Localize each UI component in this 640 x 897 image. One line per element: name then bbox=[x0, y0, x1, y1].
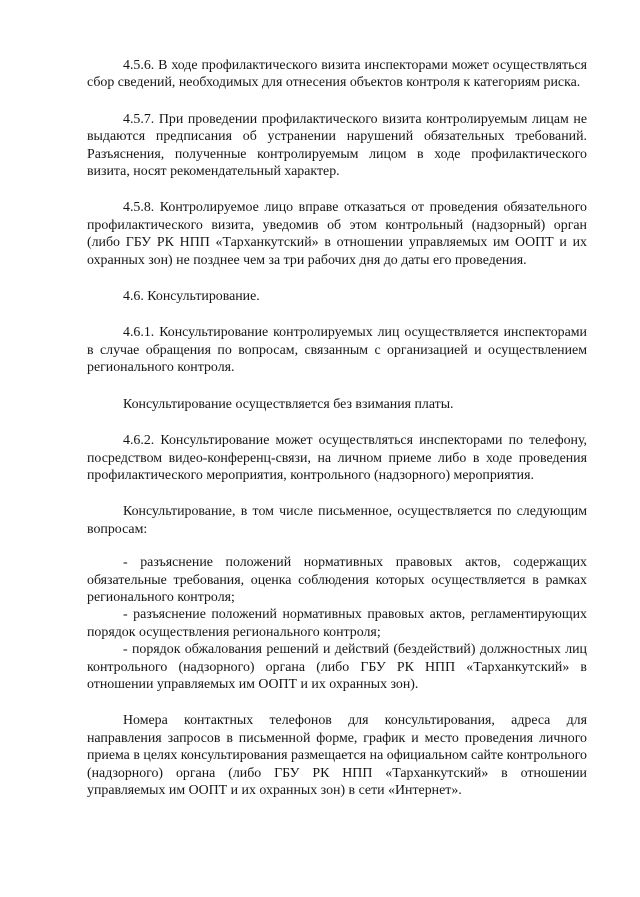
paragraph-4-6-1: 4.6.1. Консультирование контролируемых лиц осуществляется инспекторами в случае обращения по вопросам, связанным с организацией и осуществлением регионального контроля. bbox=[87, 325, 587, 376]
list-item: - разъяснение положений нормативных правовых актов, регламентирующих порядок осуществления регионального контроля; bbox=[87, 607, 587, 640]
paragraph-contact-info: Номера контактных телефонов для консультирования, адреса для направления запросов в письменной форме, график и место проведения личного приема в целях консультирования размещается на официальном сайте контрольного (надзорного) органа (либо ГБУ РК НПП «Тарханкутский» в отношении управляемых им ООПТ и их охранных зон) в сети «Интернет». bbox=[87, 713, 587, 798]
list-item: - порядок обжалования решений и действий (бездействий) должностных лиц контрольного (надзорного) органа (либо ГБУ РК НПП «Тарханкутский» в отношении управляемых им ООПТ и их охранных зон). bbox=[87, 642, 587, 692]
consultation-topics-list bbox=[87, 554, 587, 693]
section-heading-4-6: 4.6. Консультирование. bbox=[123, 289, 260, 305]
paragraph-free-of-charge: Консультирование осуществляется без взимания платы. bbox=[123, 396, 454, 412]
paragraph-4-6-2: 4.6.2. Консультирование может осуществляться инспекторами по телефону, посредством видео-конференц-связи, на личном приеме либо в ходе проведения профилактического мероприятия, контрольного (надзорного) мероприятия. bbox=[87, 433, 587, 483]
paragraph-4-5-6: 4.5.6. В ходе профилактического визита инспекторами может осуществляться сбор сведений, необходимых для отнесения объектов контроля к категориям риска. bbox=[87, 58, 587, 91]
list-item: - разъяснение положений нормативных правовых актов, содержащих обязательные требования, оценка соблюдения которых осуществляется в рамках регионального контроля; bbox=[87, 555, 587, 605]
paragraph-4-5-8: 4.5.8. Контролируемое лицо вправе отказаться от проведения обязательного профилактического визита, уведомив об этом контрольный (надзорный) орган (либо ГБУ РК НПП «Тарханкутский» в отношении управляемых им ООПТ и их охранных зон) не позднее чем за три рабочих дня до даты его проведения. bbox=[87, 200, 587, 268]
paragraph-written-consultation: Консультирование, в том числе письменное, осуществляется по следующим вопросам: bbox=[87, 504, 587, 537]
paragraph-4-5-7: 4.5.7. При проведении профилактического визита контролируемым лицам не выдаются предписания об устранении нарушений обязательных требований. Разъяснения, полученные контролируемым лицом в ходе профилактического визита, носят рекомендательный характер. bbox=[87, 111, 587, 180]
